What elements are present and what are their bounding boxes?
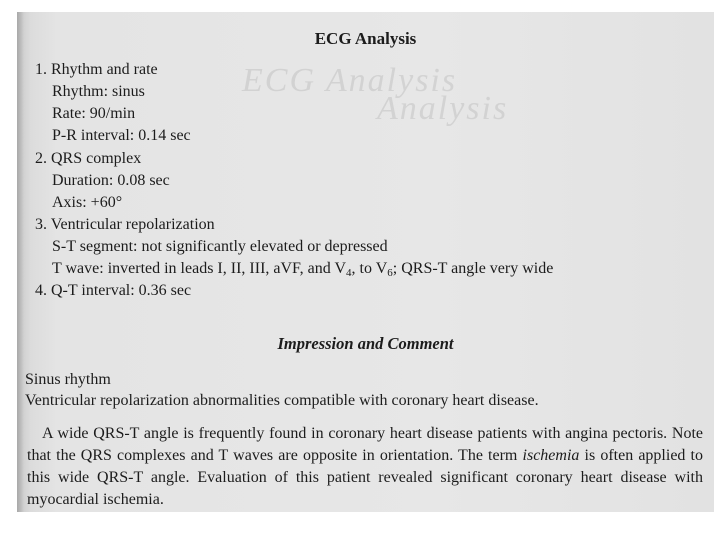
t-wave-suffix: ; QRS-T angle very wide [392,260,554,277]
section-heading-qrs: 2. QRS complex [35,150,142,167]
st-segment-item: S-T segment: not significantly elevated or depressed [52,238,388,255]
t-wave-item [52,259,553,283]
t-wave-mid: , to V [351,260,388,277]
comment-italic-term: ischemia [522,447,580,464]
comment-part1: A wide QRS-T angle is frequently found in coronary heart disease patients with angina pectoris. Note that the QRS complexes and T waves are opposite in orientation. The term [27,425,703,464]
bleed-through-text: Analysis [377,90,509,127]
impression-line-abnormalities: Ventricular repolarization abnormalities compatible with coronary heart disease. [25,392,539,409]
t-wave-prefix: T wave: inverted in leads I, II, III, aVF, and V [52,260,347,277]
section-heading-qt-interval: 4. Q-T interval: 0.36 sec [35,282,192,299]
comment-part2: is often applied to this wide QRS-T angle. Evaluation of this patient revealed significant coronary heart disease with myocardial ischemia. [27,447,704,508]
pr-interval-item: P-R interval: 0.14 sec [52,127,191,144]
bleed-through-text: ECG Analysis [242,62,458,99]
page-binding-shadow [17,12,24,512]
duration-item: Duration: 0.08 sec [52,172,170,189]
impression-heading: Impression and Comment [277,334,454,353]
axis-item: Axis: +60° [52,194,123,211]
impression-line-sinus: Sinus rhythm [25,371,111,388]
section-heading-repolarization: 3. Ventricular repolarization [35,216,215,233]
t-wave-subscript-start: 4 [346,267,352,279]
document-title: ECG Analysis [314,29,417,48]
rhythm-item: Rhythm: sinus [52,83,145,100]
rate-item: Rate: 90/min [52,105,136,122]
t-wave-subscript-end: 6 [387,267,393,279]
comment-paragraph [27,423,703,511]
section-heading-rhythm: 1. Rhythm and rate [35,61,158,78]
scanned-page [17,12,714,512]
